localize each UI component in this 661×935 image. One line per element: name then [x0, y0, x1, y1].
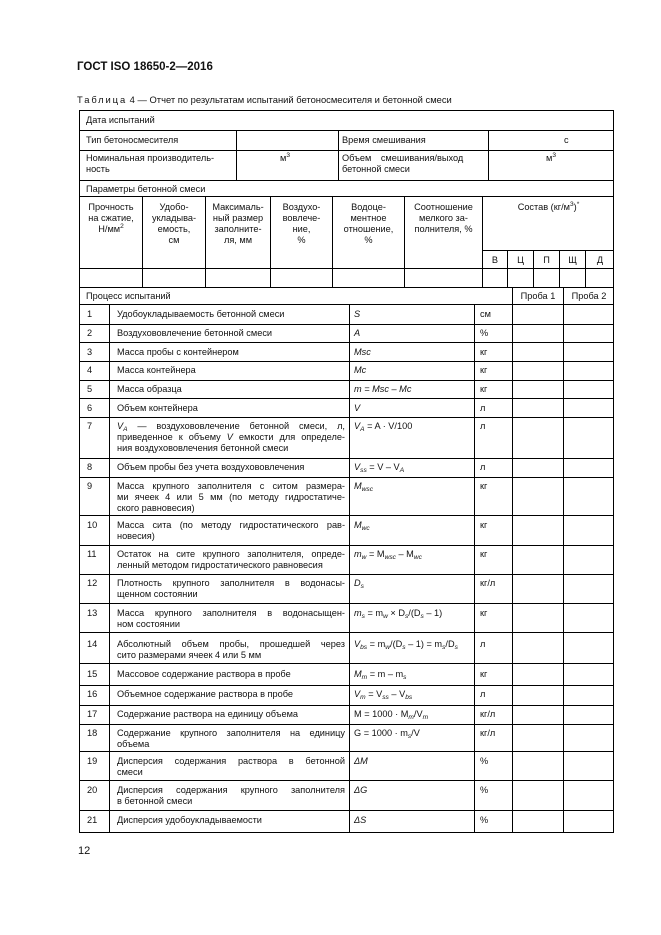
row-formula: ΔS — [354, 815, 367, 825]
test-date-label: Дата испытаний — [86, 115, 155, 125]
fine-ratio-header: Соотношение мелкого за- полнителя, % — [414, 202, 473, 234]
mixing-volume-unit: $м^3$ — [546, 152, 556, 163]
row-unit: кг/л — [480, 728, 496, 738]
row-description: Содержание крупного заполнителя на единицу объема — [117, 728, 345, 749]
row-unit: % — [480, 756, 489, 766]
row-number: 15 — [87, 669, 98, 679]
table-caption — [77, 94, 452, 105]
row-description: $V_A$ — воздухововлечение бетонной смеси, л, приведенное к объему V емкости для определе- ния воздухововлечения бетонной смеси — [117, 421, 345, 453]
component-additive: Д — [596, 255, 604, 265]
row-description: Масса крупного заполнителя с ситом размера- ми ячеек 4 или 5 мм (по методу гидростатиче- ского равновесия) — [117, 481, 345, 513]
row-number: 1 — [87, 309, 93, 319]
caption-text: — Отчет по результатам испытаний бетоносмесителя и бетонной смеси — [137, 94, 452, 105]
row-unit: см — [480, 309, 491, 319]
wc-ratio-header: Водоце- ментное отношение, % — [343, 202, 394, 245]
row-description: Масса контейнера — [117, 365, 196, 375]
page-number: 12 — [78, 845, 91, 857]
process-label: Процесс испытаний — [86, 291, 171, 301]
row-unit: кг — [480, 520, 488, 530]
nominal-capacity-unit: $м^3$ — [280, 152, 290, 163]
row-formula: $m_s = m_w \times D_s/(D_s - 1)$ — [354, 608, 443, 620]
row-description: Удобоукладываемость бетонной смеси — [117, 309, 285, 319]
mixing-time-label: Время смешивания — [342, 135, 426, 145]
row-unit: л — [480, 403, 486, 413]
component-gravel: Щ — [568, 255, 577, 265]
row-number: 13 — [87, 608, 98, 618]
row-formula: $M_{wc}$ — [354, 520, 370, 532]
row-unit: кг — [480, 549, 488, 559]
row-number: 18 — [87, 728, 98, 738]
row-formula: $V_{bs} = m_w/(D_s - 1) = m_s/D_s$ — [354, 639, 458, 651]
mix-params-label: Параметры бетонной смеси — [86, 184, 206, 194]
max-size-header: Максималь- ный размер заполните- ля, мм — [212, 202, 264, 245]
composition-header: Состав $(кг/м^3)^*$ — [517, 201, 580, 212]
row-formula: $G = 1000 \cdot m_s/V$ — [354, 728, 420, 740]
row-description: Дисперсия содержания раствора в бетонной смеси — [117, 756, 345, 777]
row-number: 3 — [87, 347, 93, 357]
row-number: 20 — [87, 785, 98, 795]
row-unit: кг — [480, 608, 488, 618]
row-formula: $D_s$ — [354, 578, 364, 590]
row-description: Масса пробы с контейнером — [117, 347, 239, 357]
row-description: Объем контейнера — [117, 403, 198, 413]
sample-2-header: Проба 2 — [571, 291, 607, 301]
row-formula: Msc — [354, 347, 371, 357]
row-number: 19 — [87, 756, 98, 766]
row-number: 21 — [87, 815, 98, 825]
caption-word: Таблица — [77, 94, 128, 105]
row-unit: л — [480, 421, 486, 431]
row-number: 4 — [87, 365, 93, 375]
row-number: 8 — [87, 462, 93, 472]
row-description: Дисперсия содержания крупного заполнителя в бетонной смеси — [117, 785, 345, 806]
row-formula: ΔM — [354, 756, 368, 766]
row-description: Остаток на сите крупного заполнителя, опреде- ленный методом гидростатического равновесия — [117, 549, 345, 570]
row-unit: кг — [480, 384, 488, 394]
row-number: 14 — [87, 639, 98, 649]
workability-header: Удобо- укладыва- емость, см — [151, 202, 197, 245]
sample-1-header: Проба 1 — [520, 291, 556, 301]
row-number: 17 — [87, 709, 98, 719]
row-description: Объемное содержание раствора в пробе — [117, 689, 294, 699]
row-description: Массовое содержание раствора в пробе — [117, 669, 291, 679]
row-unit: кг — [480, 481, 488, 491]
component-cement: Ц — [517, 255, 524, 265]
component-sand: П — [543, 255, 550, 265]
row-unit: л — [480, 462, 486, 472]
mixing-time-unit: с — [564, 135, 569, 145]
row-formula: V — [354, 403, 361, 413]
row-unit: % — [480, 328, 489, 338]
row-description: Абсолютный объем пробы, прошедшей через сито размерами ячеек 4 или 5 мм — [117, 639, 345, 660]
row-unit: л — [480, 639, 486, 649]
row-unit: % — [480, 815, 489, 825]
row-description: Воздухововлечение бетонной смеси — [117, 328, 273, 338]
strength-header: Прочность на сжатие, $Н/мм^2$ — [88, 202, 134, 234]
row-number: 5 — [87, 384, 93, 394]
row-unit: кг — [480, 669, 488, 679]
row-number: 7 — [87, 421, 93, 431]
row-formula: S — [354, 309, 361, 319]
row-description: Объем пробы без учета воздухововлечения — [117, 462, 305, 472]
row-unit: кг/л — [480, 709, 496, 719]
row-formula: $V_m = V_{ss} - V_{bs}$ — [354, 689, 413, 701]
row-unit: кг — [480, 365, 488, 375]
row-description: Масса сита (по методу гидростатического рав- новесия) — [117, 520, 345, 541]
component-water: В — [491, 255, 499, 265]
row-number: 12 — [87, 578, 98, 588]
row-number: 11 — [87, 549, 97, 559]
row-formula: ΔG — [354, 785, 368, 795]
row-formula: $V_A = A \cdot V/100$ — [354, 421, 413, 433]
row-number: 6 — [87, 403, 93, 413]
mixer-type-label: Тип бетоносмесителя — [86, 135, 179, 145]
row-formula: m = Msc – Mc — [354, 384, 412, 394]
row-formula: Mc — [354, 365, 367, 375]
row-formula: $M_m = m - m_s$ — [354, 669, 407, 681]
row-unit: л — [480, 689, 486, 699]
row-description: Дисперсия удобоукладываемости — [117, 815, 262, 825]
row-formula: $M_{wsc}$ — [354, 481, 374, 493]
nominal-capacity-label: Номинальная производитель- ность — [86, 153, 215, 174]
row-formula: $m_w = M_{wsc} - M_{wc}$ — [354, 549, 422, 561]
row-number: 9 — [87, 481, 93, 491]
row-number: 2 — [87, 328, 93, 338]
row-unit: кг — [480, 347, 488, 357]
row-description: Масса крупного заполнителя в водонасыщен- ном состоянии — [117, 608, 345, 629]
row-number: 16 — [87, 689, 98, 699]
row-unit: кг/л — [480, 578, 496, 588]
mixing-volume-label: Объем смешивания/выход бетонной смеси — [342, 153, 464, 174]
row-formula: A — [354, 328, 361, 338]
caption-number: 4 — [129, 94, 135, 105]
document-header: ГОСТ ISO 18650-2—2016 — [77, 61, 213, 73]
air-header: Воздухо- вовлече- ние, % — [282, 202, 321, 245]
row-description: Плотность крупного заполнителя в водонасы- щенном состоянии — [117, 578, 345, 599]
row-formula: $V_{ss} = V - V_A$ — [354, 462, 405, 474]
row-description: Содержание раствора на единицу объема — [117, 709, 299, 719]
row-description: Масса образца — [117, 384, 182, 394]
row-formula: $M = 1000 \cdot M_m/V_m$ — [354, 709, 429, 721]
row-number: 10 — [87, 520, 98, 530]
row-unit: % — [480, 785, 489, 795]
